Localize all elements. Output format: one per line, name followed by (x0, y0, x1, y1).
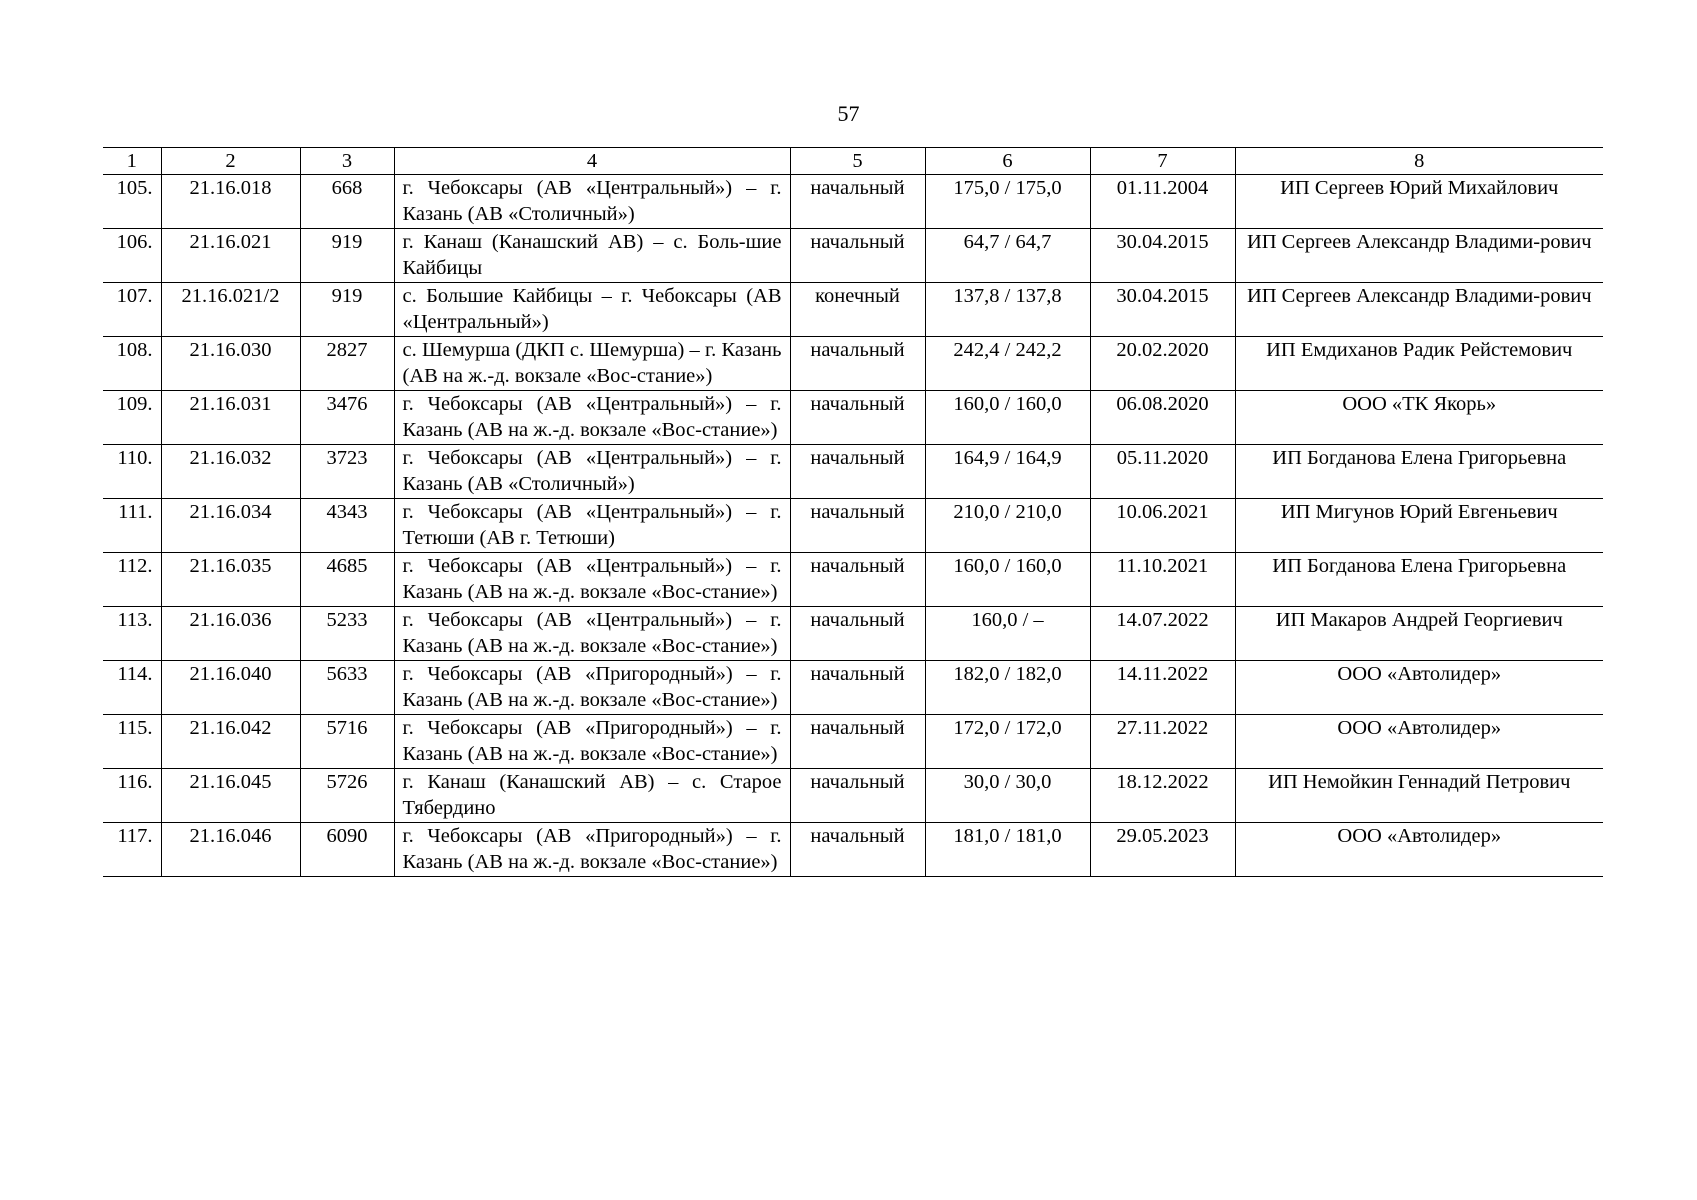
route-register-table (103, 147, 1603, 877)
table-row (103, 445, 1603, 499)
stop-type-cell: начальный (790, 607, 925, 661)
route-name-cell: г. Чебоксары (АВ «Пригородный») – г. Казань (АВ на ж.-д. вокзале «Вос-стание») (394, 661, 790, 715)
start-date-cell: 11.10.2021 (1090, 553, 1235, 607)
table-row (103, 283, 1603, 337)
route-code-cell: 3476 (300, 391, 394, 445)
row-number-cell: 115. (103, 715, 161, 769)
route-length-cell: 64,7 / 64,7 (925, 229, 1090, 283)
route-name-cell: г. Чебоксары (АВ «Центральный») – г. Казань (АВ «Столичный») (394, 445, 790, 499)
registration-number-cell: 21.16.030 (161, 337, 300, 391)
route-code-cell: 919 (300, 283, 394, 337)
carrier-cell: ИП Емдиханов Радик Рейстемович (1235, 337, 1603, 391)
column-header: 1 (103, 148, 161, 175)
route-length-cell: 242,4 / 242,2 (925, 337, 1090, 391)
start-date-cell: 29.05.2023 (1090, 823, 1235, 877)
registration-number-cell: 21.16.034 (161, 499, 300, 553)
route-name-cell: г. Канаш (Канашский АВ) – с. Боль-шие Кайбицы (394, 229, 790, 283)
start-date-cell: 10.06.2021 (1090, 499, 1235, 553)
stop-type-cell: начальный (790, 553, 925, 607)
registration-number-cell: 21.16.040 (161, 661, 300, 715)
header-row (103, 148, 1603, 175)
route-length-cell: 160,0 / 160,0 (925, 553, 1090, 607)
stop-type-cell: конечный (790, 283, 925, 337)
stop-type-cell: начальный (790, 229, 925, 283)
registration-number-cell: 21.16.042 (161, 715, 300, 769)
stop-type-cell: начальный (790, 823, 925, 877)
route-length-cell: 30,0 / 30,0 (925, 769, 1090, 823)
table-row (103, 229, 1603, 283)
stop-type-cell: начальный (790, 391, 925, 445)
route-code-cell: 5633 (300, 661, 394, 715)
start-date-cell: 27.11.2022 (1090, 715, 1235, 769)
table-row (103, 769, 1603, 823)
carrier-cell: ИП Сергеев Юрий Михайлович (1235, 175, 1603, 229)
start-date-cell: 14.11.2022 (1090, 661, 1235, 715)
column-header: 8 (1235, 148, 1603, 175)
route-code-cell: 4343 (300, 499, 394, 553)
row-number-cell: 117. (103, 823, 161, 877)
carrier-cell: ООО «ТК Якорь» (1235, 391, 1603, 445)
column-header: 5 (790, 148, 925, 175)
route-length-cell: 181,0 / 181,0 (925, 823, 1090, 877)
column-header: 4 (394, 148, 790, 175)
row-number-cell: 116. (103, 769, 161, 823)
registration-number-cell: 21.16.036 (161, 607, 300, 661)
carrier-cell: ООО «Автолидер» (1235, 823, 1603, 877)
start-date-cell: 20.02.2020 (1090, 337, 1235, 391)
route-name-cell: г. Чебоксары (АВ «Пригородный») – г. Казань (АВ на ж.-д. вокзале «Вос-стание») (394, 823, 790, 877)
route-code-cell: 3723 (300, 445, 394, 499)
table-row (103, 337, 1603, 391)
row-number-cell: 112. (103, 553, 161, 607)
table-row (103, 823, 1603, 877)
carrier-cell: ИП Немойкин Геннадий Петрович (1235, 769, 1603, 823)
carrier-cell: ИП Сергеев Александр Владими-рович (1235, 283, 1603, 337)
column-header: 7 (1090, 148, 1235, 175)
route-code-cell: 5233 (300, 607, 394, 661)
row-number-cell: 113. (103, 607, 161, 661)
route-code-cell: 5716 (300, 715, 394, 769)
route-name-cell: с. Большие Кайбицы – г. Чебоксары (АВ «Центральный») (394, 283, 790, 337)
route-name-cell: г. Чебоксары (АВ «Пригородный») – г. Казань (АВ на ж.-д. вокзале «Вос-стание») (394, 715, 790, 769)
route-name-cell: г. Канаш (Канашский АВ) – с. Старое Тябердино (394, 769, 790, 823)
start-date-cell: 01.11.2004 (1090, 175, 1235, 229)
start-date-cell: 05.11.2020 (1090, 445, 1235, 499)
route-length-cell: 175,0 / 175,0 (925, 175, 1090, 229)
route-code-cell: 2827 (300, 337, 394, 391)
route-name-cell: г. Чебоксары (АВ «Центральный») – г. Казань (АВ на ж.-д. вокзале «Вос-стание») (394, 391, 790, 445)
row-number-cell: 108. (103, 337, 161, 391)
registration-number-cell: 21.16.018 (161, 175, 300, 229)
carrier-cell: ИП Мигунов Юрий Евгеньевич (1235, 499, 1603, 553)
route-length-cell: 172,0 / 172,0 (925, 715, 1090, 769)
route-code-cell: 5726 (300, 769, 394, 823)
row-number-cell: 106. (103, 229, 161, 283)
column-header: 2 (161, 148, 300, 175)
table-row (103, 175, 1603, 229)
route-length-cell: 160,0 / – (925, 607, 1090, 661)
registration-number-cell: 21.16.021/2 (161, 283, 300, 337)
stop-type-cell: начальный (790, 337, 925, 391)
row-number-cell: 114. (103, 661, 161, 715)
route-code-cell: 668 (300, 175, 394, 229)
route-name-cell: г. Чебоксары (АВ «Центральный») – г. Казань (АВ на ж.-д. вокзале «Вос-стание») (394, 553, 790, 607)
row-number-cell: 107. (103, 283, 161, 337)
route-length-cell: 160,0 / 160,0 (925, 391, 1090, 445)
stop-type-cell: начальный (790, 661, 925, 715)
row-number-cell: 110. (103, 445, 161, 499)
registration-number-cell: 21.16.045 (161, 769, 300, 823)
start-date-cell: 14.07.2022 (1090, 607, 1235, 661)
registration-number-cell: 21.16.032 (161, 445, 300, 499)
route-length-cell: 182,0 / 182,0 (925, 661, 1090, 715)
table-row (103, 391, 1603, 445)
route-code-cell: 4685 (300, 553, 394, 607)
registration-number-cell: 21.16.021 (161, 229, 300, 283)
route-length-cell: 210,0 / 210,0 (925, 499, 1090, 553)
column-header: 3 (300, 148, 394, 175)
route-name-cell: г. Чебоксары (АВ «Центральный») – г. Казань (АВ «Столичный») (394, 175, 790, 229)
table-row (103, 499, 1603, 553)
start-date-cell: 30.04.2015 (1090, 283, 1235, 337)
row-number-cell: 105. (103, 175, 161, 229)
stop-type-cell: начальный (790, 499, 925, 553)
table-row (103, 607, 1603, 661)
route-name-cell: г. Чебоксары (АВ «Центральный») – г. Тетюши (АВ г. Тетюши) (394, 499, 790, 553)
start-date-cell: 30.04.2015 (1090, 229, 1235, 283)
carrier-cell: ИП Макаров Андрей Георгиевич (1235, 607, 1603, 661)
carrier-cell: ИП Сергеев Александр Владими-рович (1235, 229, 1603, 283)
table-row (103, 715, 1603, 769)
row-number-cell: 109. (103, 391, 161, 445)
stop-type-cell: начальный (790, 769, 925, 823)
route-name-cell: с. Шемурша (ДКП с. Шемурша) – г. Казань (АВ на ж.-д. вокзале «Вос-стание») (394, 337, 790, 391)
stop-type-cell: начальный (790, 445, 925, 499)
registration-number-cell: 21.16.031 (161, 391, 300, 445)
table-row (103, 553, 1603, 607)
row-number-cell: 111. (103, 499, 161, 553)
stop-type-cell: начальный (790, 715, 925, 769)
carrier-cell: ООО «Автолидер» (1235, 661, 1603, 715)
registration-number-cell: 21.16.035 (161, 553, 300, 607)
route-length-cell: 137,8 / 137,8 (925, 283, 1090, 337)
carrier-cell: ООО «Автолидер» (1235, 715, 1603, 769)
column-header: 6 (925, 148, 1090, 175)
route-name-cell: г. Чебоксары (АВ «Центральный») – г. Казань (АВ на ж.-д. вокзале «Вос-стание») (394, 607, 790, 661)
page-number: 57 (837, 101, 860, 126)
start-date-cell: 06.08.2020 (1090, 391, 1235, 445)
registration-number-cell: 21.16.046 (161, 823, 300, 877)
start-date-cell: 18.12.2022 (1090, 769, 1235, 823)
table-row (103, 661, 1603, 715)
table-body (103, 175, 1603, 877)
carrier-cell: ИП Богданова Елена Григорьевна (1235, 445, 1603, 499)
stop-type-cell: начальный (790, 175, 925, 229)
route-length-cell: 164,9 / 164,9 (925, 445, 1090, 499)
route-code-cell: 6090 (300, 823, 394, 877)
route-code-cell: 919 (300, 229, 394, 283)
carrier-cell: ИП Богданова Елена Григорьевна (1235, 553, 1603, 607)
